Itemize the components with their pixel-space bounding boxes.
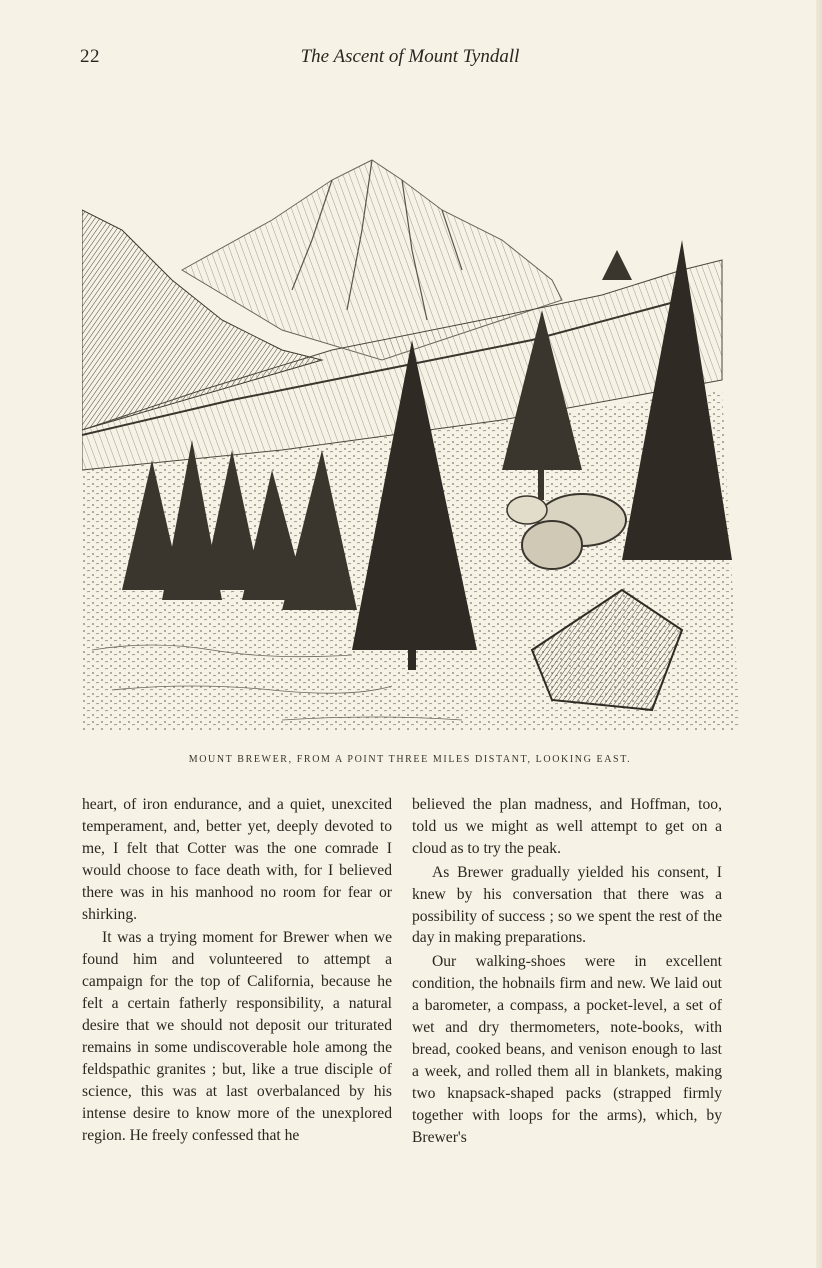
engraving-illustration <box>82 90 740 746</box>
paragraph: As Brewer gradually yielded his consent, I knew by his conversation that there was a possibility of success ; so we spent the rest of the day in making preparations. <box>412 863 722 947</box>
left-column <box>82 794 392 1147</box>
paragraph: Our walking-shoes were in excellent condition, the hobnails firm and new. We laid out a barometer, a compass, a pocket-level, a set of wet and dry thermometers, note-books, with bread, cooked beans, and venison enough to last a week, and rolled them all in blankets, making two knapsack-shaped packs (strapped firmly together with loops for the arms), which, by Brewer's <box>412 953 722 1146</box>
figure-caption: MOUNT BREWER, FROM A POINT THREE MILES DISTANT, LOOKING EAST. <box>188 754 632 765</box>
running-header <box>80 46 740 76</box>
body-text <box>82 794 730 1194</box>
page-number: 22 <box>80 46 100 67</box>
mountain-landscape-engraving <box>82 90 740 746</box>
running-title: The Ascent of Mount Tyndall <box>300 46 520 67</box>
paragraph: believed the plan madness, and Hoffman, too, told us we might as well attempt to get on a cloud as to try the peak. <box>412 796 722 857</box>
paragraph: heart, of iron endurance, and a quiet, unexcited temperament, and, better yet, deeply devoted to me, I felt that Cotter was the one comrade I would choose to face death with, for I believed there was in his manhood no room for fear or shirking. <box>82 796 392 923</box>
paragraph: It was a trying moment for Brewer when we found him and volunteered to attempt a campaign for the top of California, because he felt a certain fatherly responsibility, a natural desire that we should not deposit our triturated remains in some undiscoverable hole among the feldspathic granites ; but, like a true disciple of science, this was at last overbalanced by his intense desire to know more of the unexplored region. He freely confessed that he <box>82 929 392 1144</box>
page-edge <box>816 0 822 1268</box>
right-column <box>412 794 722 1149</box>
